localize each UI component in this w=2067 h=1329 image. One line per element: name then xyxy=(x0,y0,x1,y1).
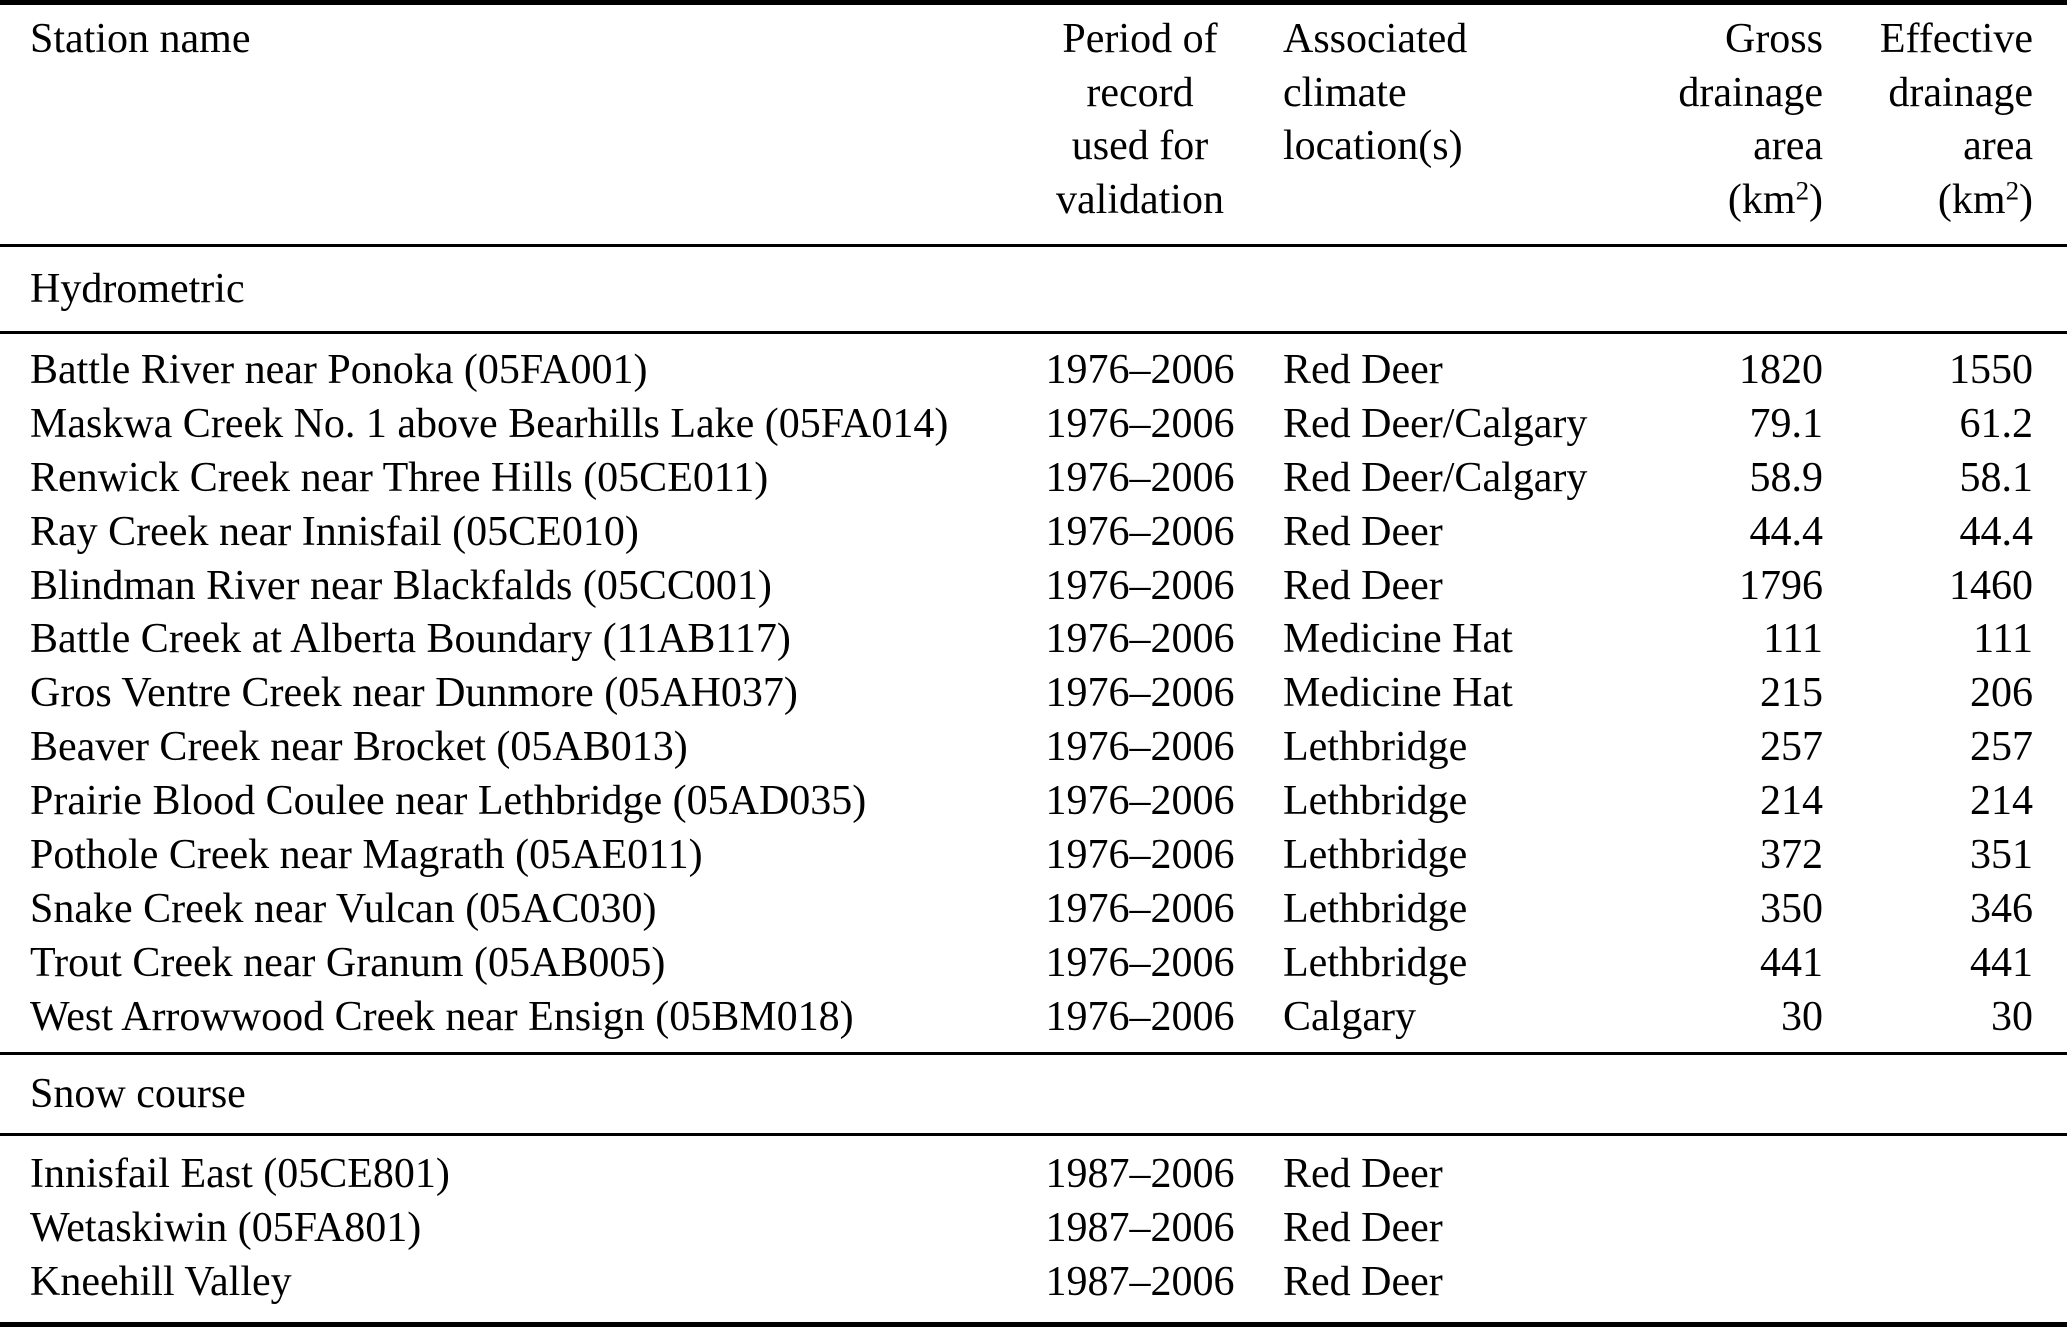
cell-effective_area: 441 xyxy=(1970,939,2033,986)
cell-period: 1976–2006 xyxy=(1045,778,1235,825)
column-header-line: climate xyxy=(1283,69,1407,116)
cell-gross_area: 44.4 xyxy=(1749,508,1823,555)
cell-effective_area: 1460 xyxy=(1949,562,2033,609)
table-row xyxy=(0,344,2067,398)
table-row xyxy=(0,1256,2067,1310)
cell-effective_area: 351 xyxy=(1970,832,2033,879)
superscript: 2 xyxy=(1795,175,1809,206)
cell-period: 1976–2006 xyxy=(1045,562,1235,609)
cell-effective_area: 214 xyxy=(1970,778,2033,825)
superscript: 2 xyxy=(2005,175,2019,206)
column-header-line: validation xyxy=(1056,176,1224,223)
cell-period: 1976–2006 xyxy=(1045,885,1235,932)
cell-station: Pothole Creek near Magrath (05AE011) xyxy=(30,832,703,879)
cell-gross_area: 58.9 xyxy=(1749,454,1823,501)
cell-station: Renwick Creek near Three Hills (05CE011) xyxy=(30,454,769,501)
cell-station: Innisfail East (05CE801) xyxy=(30,1151,450,1197)
cell-effective_area xyxy=(1823,1148,2033,1202)
cell-effective_area: 30 xyxy=(1991,993,2033,1040)
column-header-line: $(km^2)$ xyxy=(1727,175,1823,223)
cell-period: 1976–2006 xyxy=(1045,670,1235,717)
table-body-hydrometric xyxy=(0,334,2067,1052)
cell-station: Battle Creek at Alberta Boundary (11AB117) xyxy=(30,616,791,663)
cell-station: Snake Creek near Vulcan (05AC030) xyxy=(30,885,657,932)
cell-gross_area: 441 xyxy=(1760,939,1823,986)
table-row xyxy=(0,775,2067,829)
cell-station: Kneehill Valley xyxy=(30,1258,292,1305)
section-title-text: Hydrometric xyxy=(30,266,245,312)
cell-effective_area: 257 xyxy=(1970,724,2033,771)
cell-period: 1976–2006 xyxy=(1045,724,1235,771)
column-header-line: location(s) xyxy=(1283,123,1463,169)
table-row xyxy=(0,613,2067,667)
cell-period: 1976–2006 xyxy=(1045,616,1235,663)
cell-period: 1976–2006 xyxy=(1045,993,1235,1040)
cell-climate: Red Deer/Calgary xyxy=(1283,400,1588,447)
cell-gross_area: 215 xyxy=(1760,670,1823,717)
column-header-line: Gross xyxy=(1724,16,1823,62)
cell-climate: Red Deer xyxy=(1283,562,1443,609)
cell-period: 1976–2006 xyxy=(1045,832,1235,879)
table-row xyxy=(0,937,2067,991)
column-header-line: Effective xyxy=(1879,16,2033,62)
cell-effective_area: 1550 xyxy=(1949,347,2033,393)
cell-station: Battle River near Ponoka (05FA001) xyxy=(30,347,648,393)
cell-period: 1976–2006 xyxy=(1045,508,1235,555)
cell-climate: Red Deer xyxy=(1283,1258,1443,1305)
section-title-hydrometric xyxy=(0,247,2067,331)
cell-climate: Lethbridge xyxy=(1283,939,1468,986)
cell-station: West Arrowwood Creek near Ensign (05BM018) xyxy=(30,993,854,1040)
cell-effective_area: 111 xyxy=(1973,616,2033,663)
cell-gross_area: 214 xyxy=(1760,778,1823,825)
cell-station: Blindman River near Blackfalds (05CC001) xyxy=(30,562,772,609)
cell-climate: Red Deer xyxy=(1283,508,1443,555)
section-title-text: Snow course xyxy=(30,1071,246,1117)
table-row xyxy=(0,883,2067,937)
cell-period: 1987–2006 xyxy=(1045,1151,1235,1197)
cell-station: Prairie Blood Coulee near Lethbridge (05AD035) xyxy=(30,778,867,825)
cell-effective_area xyxy=(1823,1202,2033,1256)
cell-climate: Red Deer xyxy=(1283,347,1443,393)
table-row xyxy=(0,721,2067,775)
column-header-line: $(km^2)$ xyxy=(1937,175,2033,223)
table-row xyxy=(0,991,2067,1045)
cell-effective_area: 58.1 xyxy=(1959,454,2033,501)
cell-climate: Calgary xyxy=(1283,993,1416,1040)
cell-station: Beaver Creek near Brocket (05AB013) xyxy=(30,724,688,771)
column-header-effective-area xyxy=(1823,13,2033,244)
cell-climate: Red Deer xyxy=(1283,1204,1443,1251)
cell-gross_area: 111 xyxy=(1763,616,1823,663)
column-header-line: drainage xyxy=(1678,69,1823,116)
table-row xyxy=(0,452,2067,506)
column-header-line: area xyxy=(1753,123,1823,169)
column-header-period xyxy=(1045,13,1235,244)
cell-period: 1976–2006 xyxy=(1045,400,1235,447)
table-row xyxy=(0,506,2067,560)
cell-effective_area xyxy=(1823,1256,2033,1310)
cell-gross_area: 1820 xyxy=(1739,347,1823,393)
table-row xyxy=(0,667,2067,721)
cell-climate: Red Deer/Calgary xyxy=(1283,454,1588,501)
cell-climate: Red Deer xyxy=(1283,1151,1443,1197)
column-header-line: Period of xyxy=(1062,16,1218,62)
table-body-snow-course xyxy=(0,1136,2067,1322)
cell-period: 1976–2006 xyxy=(1045,939,1235,986)
cell-climate: Medicine Hat xyxy=(1283,616,1513,663)
cell-period: 1987–2006 xyxy=(1045,1204,1235,1251)
cell-climate: Lethbridge xyxy=(1283,724,1468,771)
cell-station: Ray Creek near Innisfail (05CE010) xyxy=(30,508,639,555)
cell-gross_area: 30 xyxy=(1781,993,1823,1040)
cell-gross_area: 372 xyxy=(1760,832,1823,879)
cell-effective_area: 44.4 xyxy=(1959,508,2033,555)
cell-gross_area xyxy=(1613,1148,1823,1202)
column-header-station-name xyxy=(30,13,1045,244)
column-header-line: Associated xyxy=(1283,16,1468,62)
column-header-line: area xyxy=(1963,123,2033,169)
cell-gross_area xyxy=(1613,1256,1823,1310)
cell-gross_area: 350 xyxy=(1760,885,1823,932)
table-header-row xyxy=(0,5,2067,244)
cell-station: Trout Creek near Granum (05AB005) xyxy=(30,939,666,986)
cell-climate: Lethbridge xyxy=(1283,778,1468,825)
cell-climate: Lethbridge xyxy=(1283,885,1468,932)
table-row xyxy=(0,1202,2067,1256)
column-header-line: drainage xyxy=(1888,69,2033,116)
cell-station: Maskwa Creek No. 1 above Bearhills Lake (05FA014) xyxy=(30,400,949,447)
cell-gross_area xyxy=(1613,1202,1823,1256)
section-title-snow-course xyxy=(0,1055,2067,1133)
cell-climate: Lethbridge xyxy=(1283,832,1468,879)
column-header-gross-area xyxy=(1613,13,1823,244)
cell-gross_area: 257 xyxy=(1760,724,1823,771)
cell-station: Wetaskiwin (05FA801) xyxy=(30,1204,422,1251)
column-header-line: record xyxy=(1086,69,1194,116)
cell-effective_area: 206 xyxy=(1970,670,2033,717)
cell-gross_area: 79.1 xyxy=(1749,400,1823,447)
cell-station: Gros Ventre Creek near Dunmore (05AH037) xyxy=(30,670,798,717)
cell-effective_area: 346 xyxy=(1970,885,2033,932)
table-row xyxy=(0,829,2067,883)
cell-period: 1976–2006 xyxy=(1045,454,1235,501)
cell-gross_area: 1796 xyxy=(1739,562,1823,609)
column-header-climate xyxy=(1235,13,1613,244)
bottom-rule xyxy=(0,1322,2067,1327)
column-header-line: Station name xyxy=(30,16,251,62)
cell-period: 1976–2006 xyxy=(1045,347,1235,393)
cell-period: 1987–2006 xyxy=(1045,1258,1235,1305)
table-row xyxy=(0,560,2067,614)
cell-climate: Medicine Hat xyxy=(1283,670,1513,717)
column-header-line: used for xyxy=(1071,123,1209,169)
table-row xyxy=(0,1148,2067,1202)
table-row xyxy=(0,398,2067,452)
cell-effective_area: 61.2 xyxy=(1959,400,2033,447)
